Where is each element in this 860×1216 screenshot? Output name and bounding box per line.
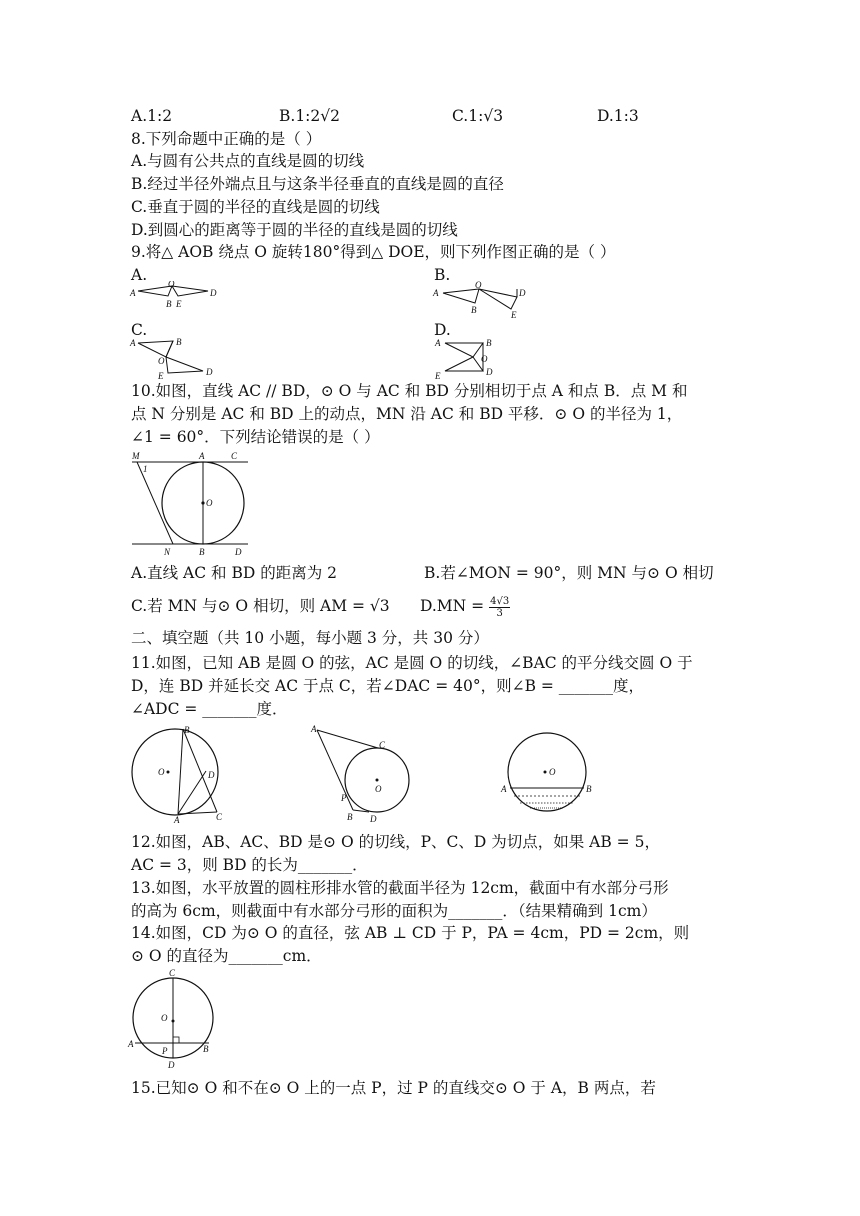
label-O: O [168,281,175,289]
label-E: E [158,371,164,380]
label-D: D [208,770,215,780]
q14-line-2: ⊙ O 的直径为_______cm． [131,947,322,965]
label-C: C [216,812,223,822]
label-A: A [501,784,507,794]
label-B: B [347,812,353,822]
label-A: A [130,338,136,348]
q8-option-d: D.到圆心的距离等于圆的半径的直线是圆的切线 [131,221,458,239]
label-D: D [519,288,526,298]
q11-figure [125,724,235,824]
q8-option-b: B.经过半径外端点且与这条半径垂直的直线是圆的直径 [131,175,504,193]
label-B: B [203,1044,209,1054]
q10-option-a: A.直线 AC 和 BD 的距离为 2 [131,564,337,582]
label-P: P [162,1046,168,1056]
label-O: O [158,767,165,777]
q10-line-3: ∠1 = 60°．下列结论错误的是（ ） [131,428,380,446]
label-angle-1: 1 [143,464,148,474]
q8-option-c: C.垂直于圆的半径的直线是圆的切线 [131,198,380,216]
label-D: D [210,288,217,298]
label-B: B [199,547,205,557]
q12-line-1: 12.如图，AB、AC、BD 是⊙ O 的切线，P、C、D 为切点，如果 AB = 5， [131,833,660,851]
label-D: D [370,814,377,824]
label-E: E [511,310,517,320]
q7-option-b: B.1:2√2 [279,107,341,125]
q10-option-d-prefix: D.MN = [420,597,490,615]
label-C: C [231,451,238,461]
section-2-heading: 二、填空题（共 10 小题，每小题 3 分，共 30 分） [131,629,489,647]
label-O: O [481,354,488,364]
q10-option-c: C.若 MN 与⊙ O 相切，则 AM = √3 [131,597,390,615]
q14-figure [125,966,220,1072]
q13-line-2: 的高为 6cm，则截面中有水部分弓形的面积为_______．（结果精确到 1cm） [131,902,657,920]
q9-figure-d [431,335,521,380]
q9-figure-a [128,281,228,321]
q10-option-d-fraction [489,596,510,619]
q9-figure-b [431,281,541,323]
q11-line-1: 11.如图，已知 AB 是圆 O 的弦，AC 是圆 O 的切线，∠BAC 的平分线交圆 O 于 [131,654,693,672]
label-B: B [471,305,477,315]
fraction-numerator: 4√3 [490,595,510,607]
label-O: O [549,767,556,777]
label-D: D [235,547,242,557]
q9-option-b: B. [434,266,451,284]
label-O: O [475,281,482,290]
label-N: N [164,547,171,557]
q11-line-2: D，连 BD 并延长交 AC 于点 C，若∠DAC = 40°，则∠B = _______度， [131,677,645,695]
label-O: O [161,1013,168,1023]
label-C: C [379,740,386,750]
label-A: A [435,338,441,348]
label-A: A [311,724,317,734]
q15-line-1: 15.已知⊙ O 和不在⊙ O 上的一点 P，过 P 的直线交⊙ O 于 A，B 两点，若 [131,1079,656,1097]
q9-option-a: A. [131,266,148,284]
label-A: A [199,451,205,461]
q10-figure [128,448,258,558]
q9-option-c: C. [131,321,148,339]
label-B: B [176,337,182,347]
label-B: B [184,725,190,735]
label-A: A [128,1039,134,1049]
label-D: D [168,1060,175,1070]
q8-stem: 8.下列命题中正确的是（ ） [131,130,322,148]
q10-option-d [420,595,510,619]
q13-line-1: 13.如图，水平放置的圆柱形排水管的截面半径为 12cm，截面中有水部分弓形 [131,879,669,897]
label-P: P [341,793,347,803]
label-A: A [174,815,180,824]
label-O: O [375,784,382,794]
label-B: B [166,299,172,309]
q12-figure [305,722,415,824]
label-C: C [169,968,176,978]
q11-line-3: ∠ADC = _______度． [131,700,288,718]
label-D: D [486,367,493,377]
label-E: E [176,299,182,309]
q10-option-b: B.若∠MON = 90°，则 MN 与⊙ O 相切 [424,564,714,582]
label-B: B [486,338,492,348]
q9-option-d: D. [434,321,451,339]
q7-option-c: C.1:√3 [452,107,504,125]
q8-option-a: A.与圆有公共点的直线是圆的切线 [131,152,365,170]
q7-option-a: A.1:2 [131,107,173,125]
q14-line-1: 14.如图，CD 为⊙ O 的直径，弦 AB ⊥ CD 于 P，PA = 4cm，PD = 2cm，则 [131,924,690,942]
q10-line-2: 点 N 分别是 AC 和 BD 上的动点，MN 沿 AC 和 BD 平移．⊙ O 的半径为 1， [131,405,683,423]
label-A: A [433,288,439,298]
q9-figure-c [128,335,228,380]
label-B: B [586,784,592,794]
q12-line-2: AC = 3，则 BD 的长为_______． [131,856,368,874]
fraction-denominator: 3 [496,607,503,619]
label-O: O [158,356,165,366]
q9-stem: 9.将△ AOB 绕点 O 旋转180°得到△ DOE，则下列作图正确的是（ ） [131,243,616,261]
q7-option-d: D.1:3 [597,107,639,125]
q13-figure [498,728,598,820]
label-E: E [435,371,441,380]
q10-line-1: 10.如图，直线 AC // BD，⊙ O 与 AC 和 BD 分别相切于点 A 和点 B．点 M 和 [131,382,688,400]
label-M: M [132,451,140,461]
label-A: A [130,288,136,298]
label-O: O [206,498,213,508]
label-D: D [206,367,213,377]
